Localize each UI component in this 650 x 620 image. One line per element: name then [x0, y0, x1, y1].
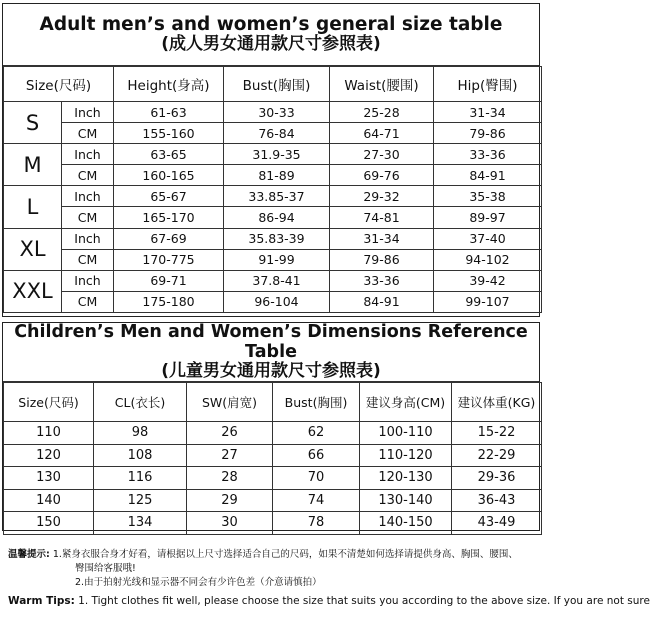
- unit-label: Inch: [62, 186, 114, 207]
- table-cell: 79-86: [330, 249, 434, 270]
- tips-line1b: 臀围给客服哦!: [75, 562, 136, 574]
- table-cell: 67-69: [114, 228, 224, 249]
- unit-label: Inch: [62, 228, 114, 249]
- kids-table-header: [3, 323, 539, 382]
- table-cell: 35.83-39: [224, 228, 330, 249]
- tips-label-en: Warm Tips:: [8, 595, 75, 608]
- table-cell: 140: [4, 489, 94, 512]
- table-cell: 63-65: [114, 144, 224, 165]
- table-cell: 30-33: [224, 102, 330, 123]
- tips-label-cn: 温馨提示:: [8, 549, 50, 560]
- adult-table-header: [3, 4, 539, 66]
- table-cell: 155-160: [114, 123, 224, 144]
- table-cell: 39-42: [434, 270, 542, 291]
- table-row: [4, 489, 542, 512]
- table-cell: 31-34: [434, 102, 542, 123]
- table-cell: 33-36: [330, 270, 434, 291]
- table-cell: 120: [4, 444, 94, 467]
- adult-table: [3, 66, 542, 313]
- table-cell: 110: [4, 422, 94, 445]
- unit-label: Inch: [62, 102, 114, 123]
- column-header: SW(肩宽): [187, 383, 273, 422]
- table-cell: 165-170: [114, 207, 224, 228]
- kids-header-row: [4, 383, 542, 422]
- table-cell: 76-84: [224, 123, 330, 144]
- table-cell: 110-120: [360, 444, 452, 467]
- table-cell: 30: [187, 512, 273, 535]
- table-cell: 35-38: [434, 186, 542, 207]
- table-row: [4, 165, 542, 186]
- unit-label: CM: [62, 165, 114, 186]
- table-row: [4, 207, 542, 228]
- column-header: Hip(臀围): [434, 67, 542, 102]
- column-header: Waist(腰围): [330, 67, 434, 102]
- table-cell: 62: [273, 422, 360, 445]
- table-row: [4, 102, 542, 123]
- column-header: Size(尺码): [4, 383, 94, 422]
- table-cell: 91-99: [224, 249, 330, 270]
- tips-line1: 1.紧身衣服合身才好看，请根据以上尺寸选择适合自己的尺码，如果不清楚如何选择请提供身高、胸围、腰围、: [52, 549, 518, 560]
- unit-label: CM: [62, 291, 114, 312]
- tips-cn-line1: [8, 548, 540, 562]
- column-header: Height(身高): [114, 67, 224, 102]
- table-cell: 31.9-35: [224, 144, 330, 165]
- table-cell: 130: [4, 467, 94, 490]
- table-cell: 37.8-41: [224, 270, 330, 291]
- table-cell: 78: [273, 512, 360, 535]
- tips-line2: 2.由于拍射光线和显示器不同会有少许色差（介意请慎拍）: [75, 576, 322, 588]
- table-cell: 66: [273, 444, 360, 467]
- table-cell: 15-22: [452, 422, 542, 445]
- kids-title-cn: (儿童男女通用款尺寸参照表): [161, 361, 381, 382]
- size-label: M: [4, 144, 62, 186]
- table-row: [4, 422, 542, 445]
- table-cell: 108: [94, 444, 187, 467]
- kids-table: [3, 382, 542, 535]
- unit-label: Inch: [62, 270, 114, 291]
- size-label: S: [4, 102, 62, 144]
- table-cell: 140-150: [360, 512, 452, 535]
- table-row: [4, 123, 542, 144]
- table-cell: 170-775: [114, 249, 224, 270]
- table-cell: 81-89: [224, 165, 330, 186]
- table-cell: 160-165: [114, 165, 224, 186]
- size-label: L: [4, 186, 62, 228]
- table-row: [4, 144, 542, 165]
- table-cell: 31-34: [330, 228, 434, 249]
- table-cell: 33.85-37: [224, 186, 330, 207]
- table-cell: 150: [4, 512, 94, 535]
- table-cell: 29-32: [330, 186, 434, 207]
- children-size-table: [2, 322, 540, 531]
- table-cell: 33-36: [434, 144, 542, 165]
- table-cell: 27-30: [330, 144, 434, 165]
- column-header: Bust(胸围): [273, 383, 360, 422]
- table-cell: 26: [187, 422, 273, 445]
- table-cell: 25-28: [330, 102, 434, 123]
- table-cell: 86-94: [224, 207, 330, 228]
- table-cell: 28: [187, 467, 273, 490]
- tips-en-line: [8, 594, 650, 609]
- table-cell: 65-67: [114, 186, 224, 207]
- table-cell: 37-40: [434, 228, 542, 249]
- unit-label: CM: [62, 207, 114, 228]
- table-row: [4, 512, 542, 535]
- adult-header-row: [4, 67, 542, 102]
- table-cell: 84-91: [434, 165, 542, 186]
- table-row: [4, 249, 542, 270]
- table-cell: 61-63: [114, 102, 224, 123]
- unit-label: CM: [62, 249, 114, 270]
- tips-line-en: 1. Tight clothes fit well, please choose the size that suits you according to the above size. If you are not sure: [78, 595, 650, 608]
- table-cell: 43-49: [452, 512, 542, 535]
- table-cell: 116: [94, 467, 187, 490]
- table-cell: 70: [273, 467, 360, 490]
- table-cell: 96-104: [224, 291, 330, 312]
- column-header: 建议身高(CM): [360, 383, 452, 422]
- table-cell: 69-76: [330, 165, 434, 186]
- size-label: XXL: [4, 270, 62, 312]
- table-row: [4, 467, 542, 490]
- table-cell: 175-180: [114, 291, 224, 312]
- table-cell: 29-36: [452, 467, 542, 490]
- table-row: [4, 186, 542, 207]
- table-cell: 79-86: [434, 123, 542, 144]
- table-cell: 120-130: [360, 467, 452, 490]
- unit-label: CM: [62, 123, 114, 144]
- table-cell: 130-140: [360, 489, 452, 512]
- table-cell: 134: [94, 512, 187, 535]
- table-cell: 27: [187, 444, 273, 467]
- unit-label: Inch: [62, 144, 114, 165]
- column-header: CL(衣长): [94, 383, 187, 422]
- adult-title-en: Adult men’s and women’s general size table: [39, 14, 503, 36]
- table-cell: 74-81: [330, 207, 434, 228]
- table-row: [4, 291, 542, 312]
- table-cell: 36-43: [452, 489, 542, 512]
- table-cell: 100-110: [360, 422, 452, 445]
- column-header: 建议体重(KG): [452, 383, 542, 422]
- warm-tips: [8, 548, 650, 610]
- table-cell: 99-107: [434, 291, 542, 312]
- adult-size-table: [2, 3, 540, 317]
- table-row: [4, 228, 542, 249]
- table-cell: 69-71: [114, 270, 224, 291]
- table-cell: 22-29: [452, 444, 542, 467]
- table-row: [4, 444, 542, 467]
- kids-title-en: Children’s Men and Women’s Dimensions Reference Table: [14, 322, 528, 363]
- table-cell: 125: [94, 489, 187, 512]
- table-cell: 89-97: [434, 207, 542, 228]
- table-cell: 94-102: [434, 249, 542, 270]
- size-label: XL: [4, 228, 62, 270]
- adult-title-cn: (成人男女通用款尺寸参照表): [161, 34, 381, 55]
- table-cell: 64-71: [330, 123, 434, 144]
- table-row: [4, 270, 542, 291]
- table-cell: 84-91: [330, 291, 434, 312]
- table-cell: 29: [187, 489, 273, 512]
- table-cell: 74: [273, 489, 360, 512]
- column-header: Bust(胸围): [224, 67, 330, 102]
- column-header: Size(尺码): [4, 67, 114, 102]
- table-cell: 98: [94, 422, 187, 445]
